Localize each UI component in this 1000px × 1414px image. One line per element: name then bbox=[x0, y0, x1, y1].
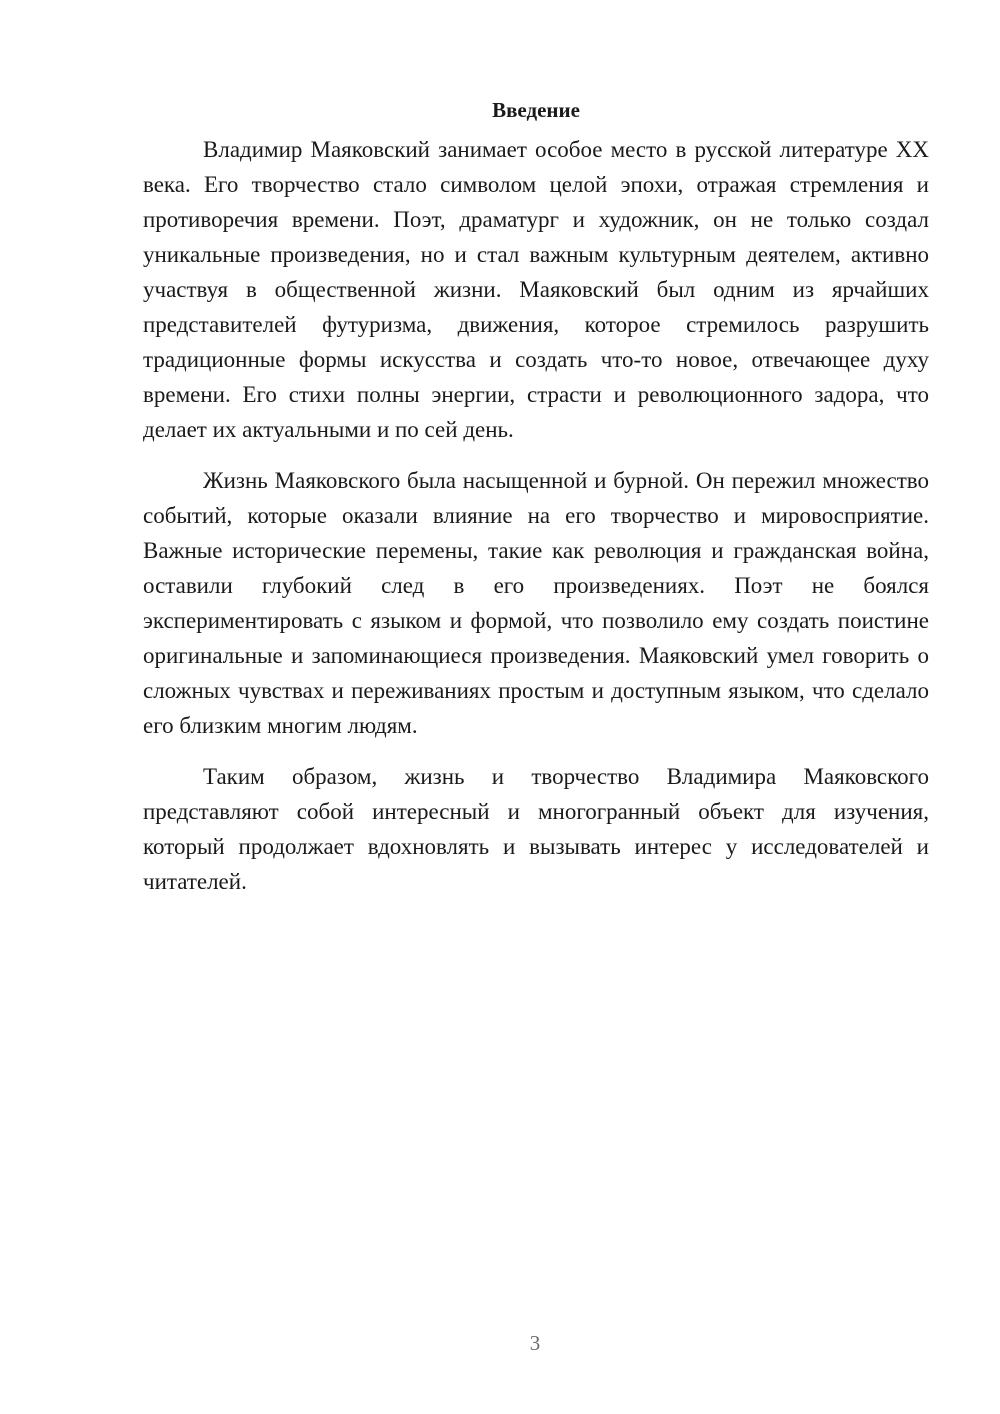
paragraph-2: Жизнь Маяковского была насыщенной и бурной. Он пережил множество событий, которые оказали влияние на его творчество и мировосприятие. Важные исторические перемены, такие как революция и гражданская война, оставили глубокий след в его произведениях. Поэт не боялся экспериментировать с языком и формой, что позволило ему создать поистине оригинальные и запоминающиеся произведения. Маяковский умел говорить о сложных чувствах и переживаниях простым и доступным языком, что сделало его близким многим людям. bbox=[143, 468, 929, 738]
section-heading: Введение bbox=[492, 98, 580, 122]
paragraph-3: Таким образом, жизнь и творчество Владимира Маяковского представляют собой интересный и многогранный объект для изучения, который продолжает вдохновлять и вызывать интерес у исследователей и читателей. bbox=[143, 764, 929, 894]
paragraph-1: Владимир Маяковский занимает особое место в русской литературе XX века. Его творчество стало символом целой эпохи, отражая стремления и противоречия времени. Поэт, драматург и художник, он не только создал уникальные произведения, но и стал важным культурным деятелем, активно участвуя в общественной жизни. Маяковский был одним из ярчайших представителей футуризма, движения, которое стремилось разрушить традиционные формы искусства и создать что-то новое, отвечающее духу времени. Его стихи полны энергии, страсти и революционного задора, что делает их актуальными и по сей день. bbox=[143, 137, 929, 442]
page-content bbox=[143, 92, 929, 915]
page-number: 3 bbox=[529, 1331, 541, 1355]
